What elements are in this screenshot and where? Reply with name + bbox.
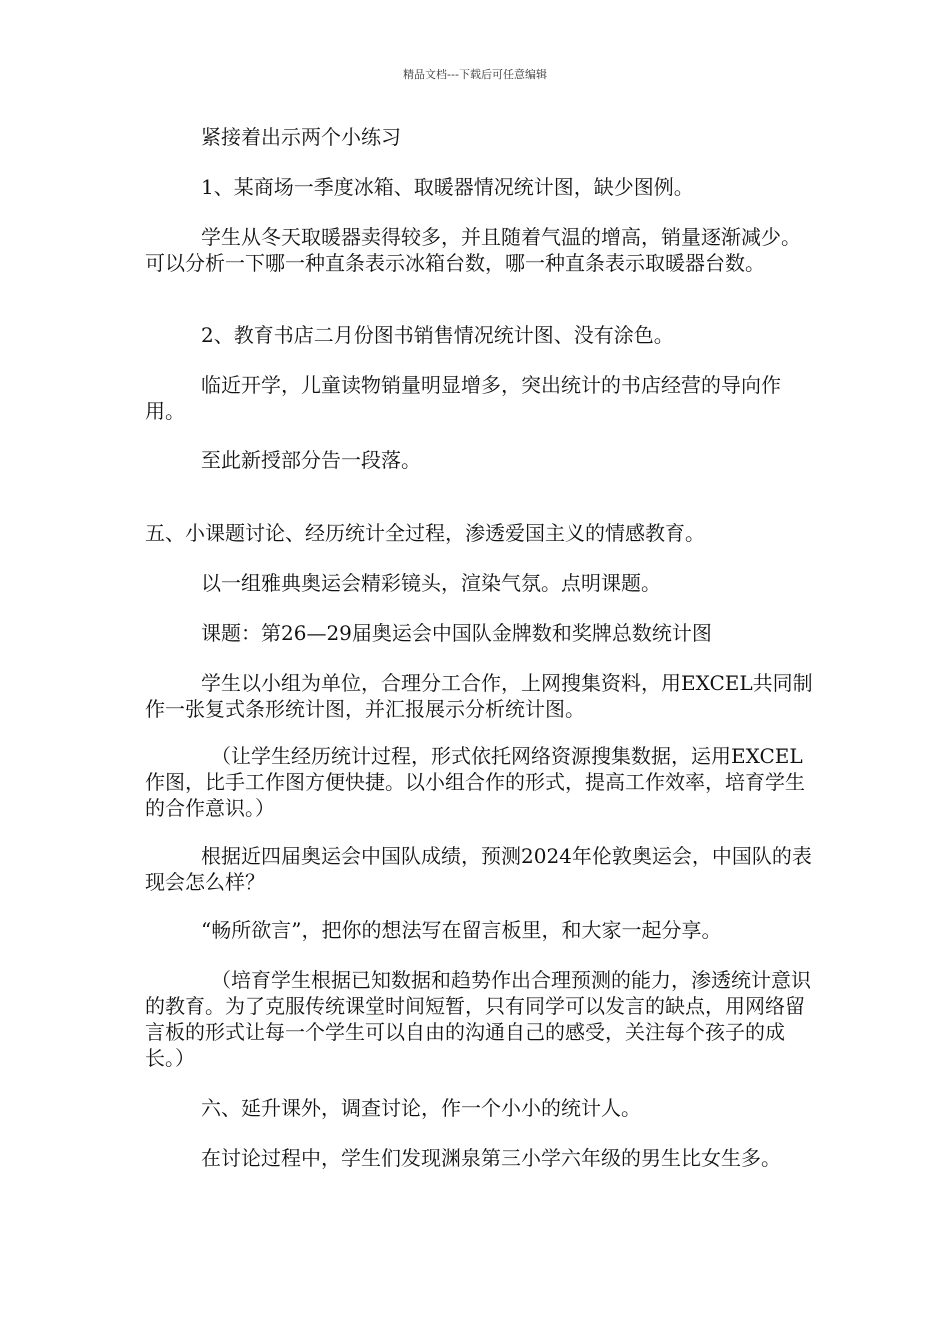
section-heading-6: 六、延升课外，调查讨论，作一个小小的统计人。 [201,1096,641,1120]
paragraph-7: 以一组雅典奥运会精彩镜头，渲染气氛。点明课题。 [201,571,661,595]
paragraph-11: 根据近四届奥运会中国队成绩，预测2024年伦敦奥运会，中国队的表现会怎么样？ [145,844,812,894]
paragraph-9: 学生以小组为单位，合理分工合作，上网搜集资料，用EXCEL共同制作一张复式条形统计图，并汇报展示分析统计图。 [145,671,813,721]
paragraph-2: 1、某商场一季度冰箱、取暖器情况统计图，缺少图例。 [201,175,694,199]
paragraph-1: 紧接着出示两个小练习 [201,125,401,149]
section-heading-5: 五、小课题讨论、经历统计全过程，渗透爱国主义的情感教育。 [145,521,705,545]
page-header: 精品文档---下载后可任意编辑 [403,68,547,81]
paragraph-10: （让学生经历统计过程，形式依托网络资源搜集数据，运用EXCEL作图，比手工作图方便快捷。以小组合作的形式，提高工作效率，培育学生的合作意识。） [145,744,805,820]
paragraph-13: （培育学生根据已知数据和趋势作出合理预测的能力，渗透统计意识的教育。为了克服传统课堂时间短暂，只有同学可以发言的缺点，用网络留言板的形式让每一个学生可以自由的沟通自己的感受，关注每个孩子的成长。） [145,968,811,1070]
paragraph-8: 课题：第26—29届奥运会中国队金牌数和奖牌总数统计图 [201,621,712,645]
paragraph-3: 学生从冬天取暖器卖得较多，并且随着气温的增高，销量逐渐减少。可以分析一下哪一种直条表示冰箱台数，哪一种直条表示取暖器台数。 [145,225,801,275]
paragraph-12: “畅所欲言”，把你的想法写在留言板里，和大家一起分享。 [201,918,722,942]
paragraph-14: 在讨论过程中，学生们发现渊泉第三小学六年级的男生比女生多。 [201,1146,781,1170]
paragraph-4: 2、教育书店二月份图书销售情况统计图、没有涂色。 [201,323,674,347]
paragraph-6: 至此新授部分告一段落。 [201,448,421,472]
paragraph-5: 临近开学，儿童读物销量明显增多，突出统计的书店经营的导向作用。 [145,373,781,423]
